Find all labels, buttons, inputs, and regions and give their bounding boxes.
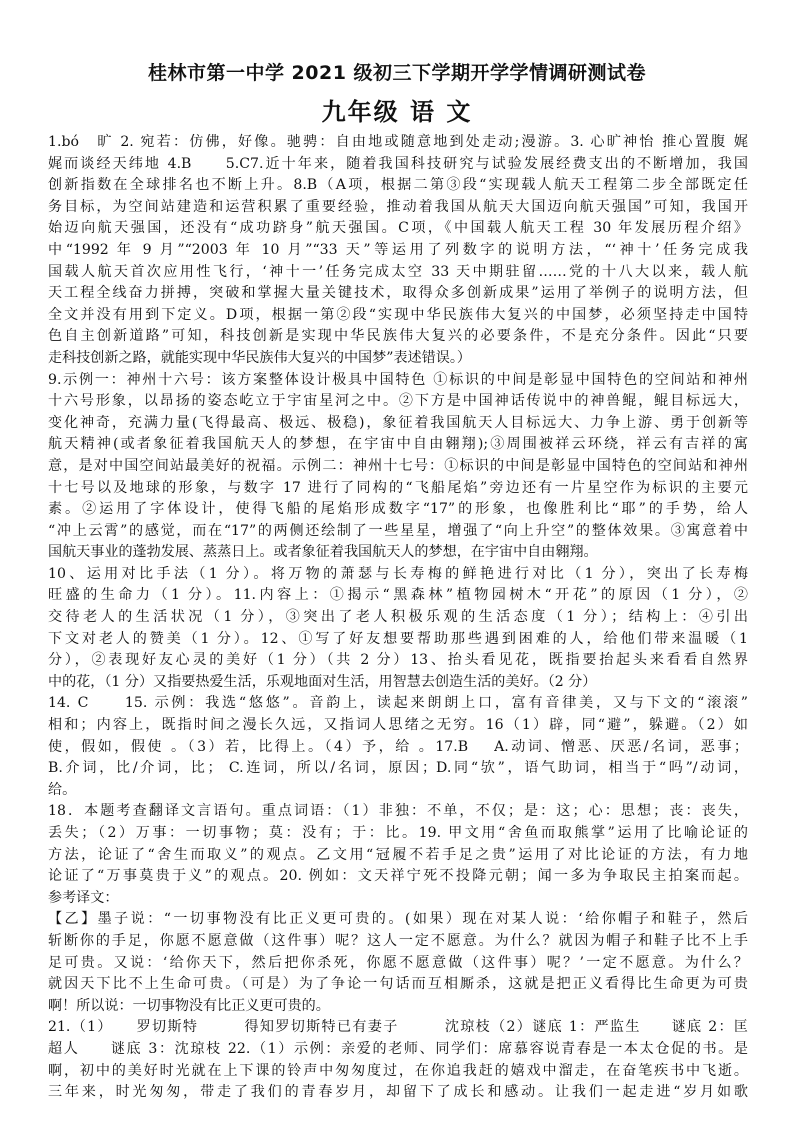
text-line: 天工程全线奋力拼搏，突破和掌握大量关键技术，取得众多创新成果”运用了举例子的说明方法，但 (48, 285, 748, 302)
text-line: 全文并没有用到下定义。D项，根据一第②段“实现中华民族伟大复兴的中国梦，必须坚持走中国特 (48, 306, 748, 323)
text-line: 【乙】墨子说：“一切事物没有比正义更可贵的。(如果）现在对某人说：‘给你帽子和鞋子，然后 (48, 911, 748, 928)
text-line: 斩断你的手足，你愿不愿意做（这件事）呢？这人一定不愿意。为什么？就因为帽子和鞋子比不上手 (48, 932, 748, 949)
text-line: 素。②运用了字体设计，使得飞船的尾焰形成数字“17”的形象，也像胜利比“耶”的手势，给人 (48, 501, 748, 518)
text-line: “冲上云霄”的感觉，而在“17”的两侧还绘制了一些星星，增强了“向上升空”的整体效果。③寓意着中 (48, 522, 748, 539)
text-line: 论证了“万事莫贵于义”的观点。20. 例如：文天祥宁死不投降元朝；闻一多为争取民主拍案而起。 (48, 868, 748, 885)
text-line: 方法，论证了“舍生而取义”的观点。乙文用“冠履不若手足之贵”运用了对比论证的方法，有力地 (48, 846, 748, 863)
text-line: 色自主创新道路”可知，科技创新是实现中华民族伟大复兴的必要条件，不是充分条件。因此“只要 (48, 328, 748, 345)
text-line: 中的花，（1 分）又指要热爱生活，乐观地面对生活，用智慧去创造生活的美好。（2 分） (48, 673, 597, 690)
text-line: 足可贵。又说：‘给你天下，然后把你杀死，你愿不愿意做（这件事）呢？’一定不愿意。为什么？ (48, 954, 748, 971)
text-line: 超人 谜底 3：沈琼枝 22.（1）示例：亲爱的老师、同学们：席慕容说青春是一本太仓促的书。是 (48, 1040, 748, 1057)
text-line: 9.示例一：神州十六号：该方案整体设计极具中国特色 ①标识的中间是彰显中国特色的空间站和神州 (48, 371, 748, 388)
text-line: B.介词，比/介词，比； C.连词，所以/名词，原因；D.同“欤”，语气助词，相当于“吗”/动词， (48, 760, 748, 777)
text-line: 中“1992 年 9 月”“2003 年 10 月”“33 天”等运用了列数字的说明方法，“‘神十’任务完成我 (48, 241, 748, 258)
text-line: 10、运用对比手法（1 分）。将万物的萧瑟与长寿梅的鲜艳进行对比（1 分），突出了长寿梅 (48, 565, 748, 582)
text-line: 三年来，时光匆匆，带走了我们的青春岁月，却留下了成长和感动。让我们一起走进“岁月如歌 (48, 1084, 748, 1101)
text-line: 14. C 15. 示例：我选“悠悠”。音韵上，读起来朗朗上口，富有音律美，又与下文的“滚滚” (48, 695, 748, 712)
text-line: 旺盛的生命力（1 分）。11.内容上：①揭示“黑森林”植物园树木“开花”的原因（1 分），② (48, 587, 748, 604)
text-line: 就因天下比不上生命可贵。（可是）为了争论一句话而互相厮杀，这就是把正义看得比生命更为可贵 (48, 976, 748, 993)
text-line: 使，假如，假使 。（3）若，比得上。（4）予，给 。17.B A.动词、憎恶、厌恶/名词，恶事； (48, 738, 748, 755)
text-line: 娓而谈经天纬地 4.B 5.C7.近十年来，随着我国科技研究与试验发展经费支出的不断增加，我国 (48, 155, 748, 172)
text-line: 给。 (48, 781, 77, 798)
document-title: 桂林市第一中学 2021 级初三下学期开学学情调研测试卷 (147, 62, 647, 84)
text-line: 始迈向航天强国，还没有“成功跻身”航天强国。C项，《中国载人航天工程 30 年发展历程介绍》 (48, 220, 748, 237)
text-line: 1.bó 旷 2. 宛若：仿佛，好像。驰骋：自由地或随意地到处走动;漫游。3. 心旷神怡 推心置腹 娓 (48, 134, 748, 150)
text-line: 十六号形象，以昂扬的姿态屹立于宇宙星河之中。②下方是中国神话传说中的神兽鲲，鲲目标远大， (48, 393, 748, 410)
text-line: 航天精神(或者象征着我国航天人的梦想，在宇宙中自由翱翔);③周围被祥云环绕，祥云有吉祥的寓 (48, 436, 748, 453)
text-line: 国航天事业的蓬勃发展、蒸蒸日上。或者象征着我国航天人的梦想，在宇宙中自由翱翔。 (48, 544, 598, 561)
document-subtitle: 九年级 语 文 (321, 98, 473, 126)
text-line: 18．本题考查翻译文言语句。重点词语：（1）非独：不单，不仅；是：这；心：思想；丧：丧失， (48, 803, 748, 820)
text-line: 分），②表现好友心灵的美好（1 分）（共 2 分）13、抬头看见花，既指要抬起头来看看自然界 (48, 652, 748, 669)
text-line: 交待老人的生活状况（1 分），③突出了老人积极乐观的生活态度（1 分）；结构上：④引出 (48, 609, 748, 626)
text-line: 务目标，为空间站建造和运营积累了重要经验，推动着我国从航天大国迈向航天强国”可知，我国开 (48, 198, 748, 215)
text-line: 啊，初中的美好时光就在上下课的铃声中匆匆度过，在你追我赶的嬉戏中溜走，在奋笔疾书中飞逝。 (48, 1062, 748, 1079)
text-line: 相和；内容上，既指时间之漫长久远，又指词人思绪之无穷。16（1）辟，同“避”，躲避。（2）如 (48, 717, 748, 734)
text-line: 十七号以及地球的形象，与数字 17 进行了同构的“飞船尾焰”旁边还有一片星空作为标识的主要元 (48, 479, 748, 496)
text-line: 国载人航天首次应用性飞行，‘神十一’任务完成太空 33 天中期驻留……党的十八大以来，载人航 (48, 263, 748, 280)
text-line: 丢失；（2）万事：一切事物；莫：没有；于：比。19. 甲文用“舍鱼而取熊掌”运用了比喻论证的 (48, 825, 748, 841)
text-line: 变化神奇，充满力量(飞得最高、极远、极稳)，象征着我国航天人目标远大、力争上游、勇于创新等 (48, 414, 748, 431)
text-line: 啊！所以说：一切事物没有比正义更可贵的。 (48, 997, 330, 1014)
text-line: 创新指数在全球排名也不断上升。8.B（A项，根据二第③段“实现载人航天工程第二步全部既定任 (48, 177, 748, 194)
text-line: 参考译文： (48, 889, 119, 906)
text-line: 走科技创新之路，就能实现中华民族伟大复兴的中国梦”表述错误。） (48, 349, 471, 366)
text-line: 21.（1） 罗切斯特 得知罗切斯特已有妻子 沈琼枝（2）谜底 1：严监生 谜底 2：匡 (48, 1019, 748, 1036)
text-line: 意，是对中国空间站最美好的祝福。示例二：神州十七号：①标识的中间是彰显中国特色的空间站和神州 (48, 457, 748, 474)
answer-body (48, 132, 748, 1107)
text-line: 下文对老人的赞美（1 分）。12、①写了好友想要帮助那些遇到困难的人，给他们带来温暖（1 (48, 630, 748, 647)
